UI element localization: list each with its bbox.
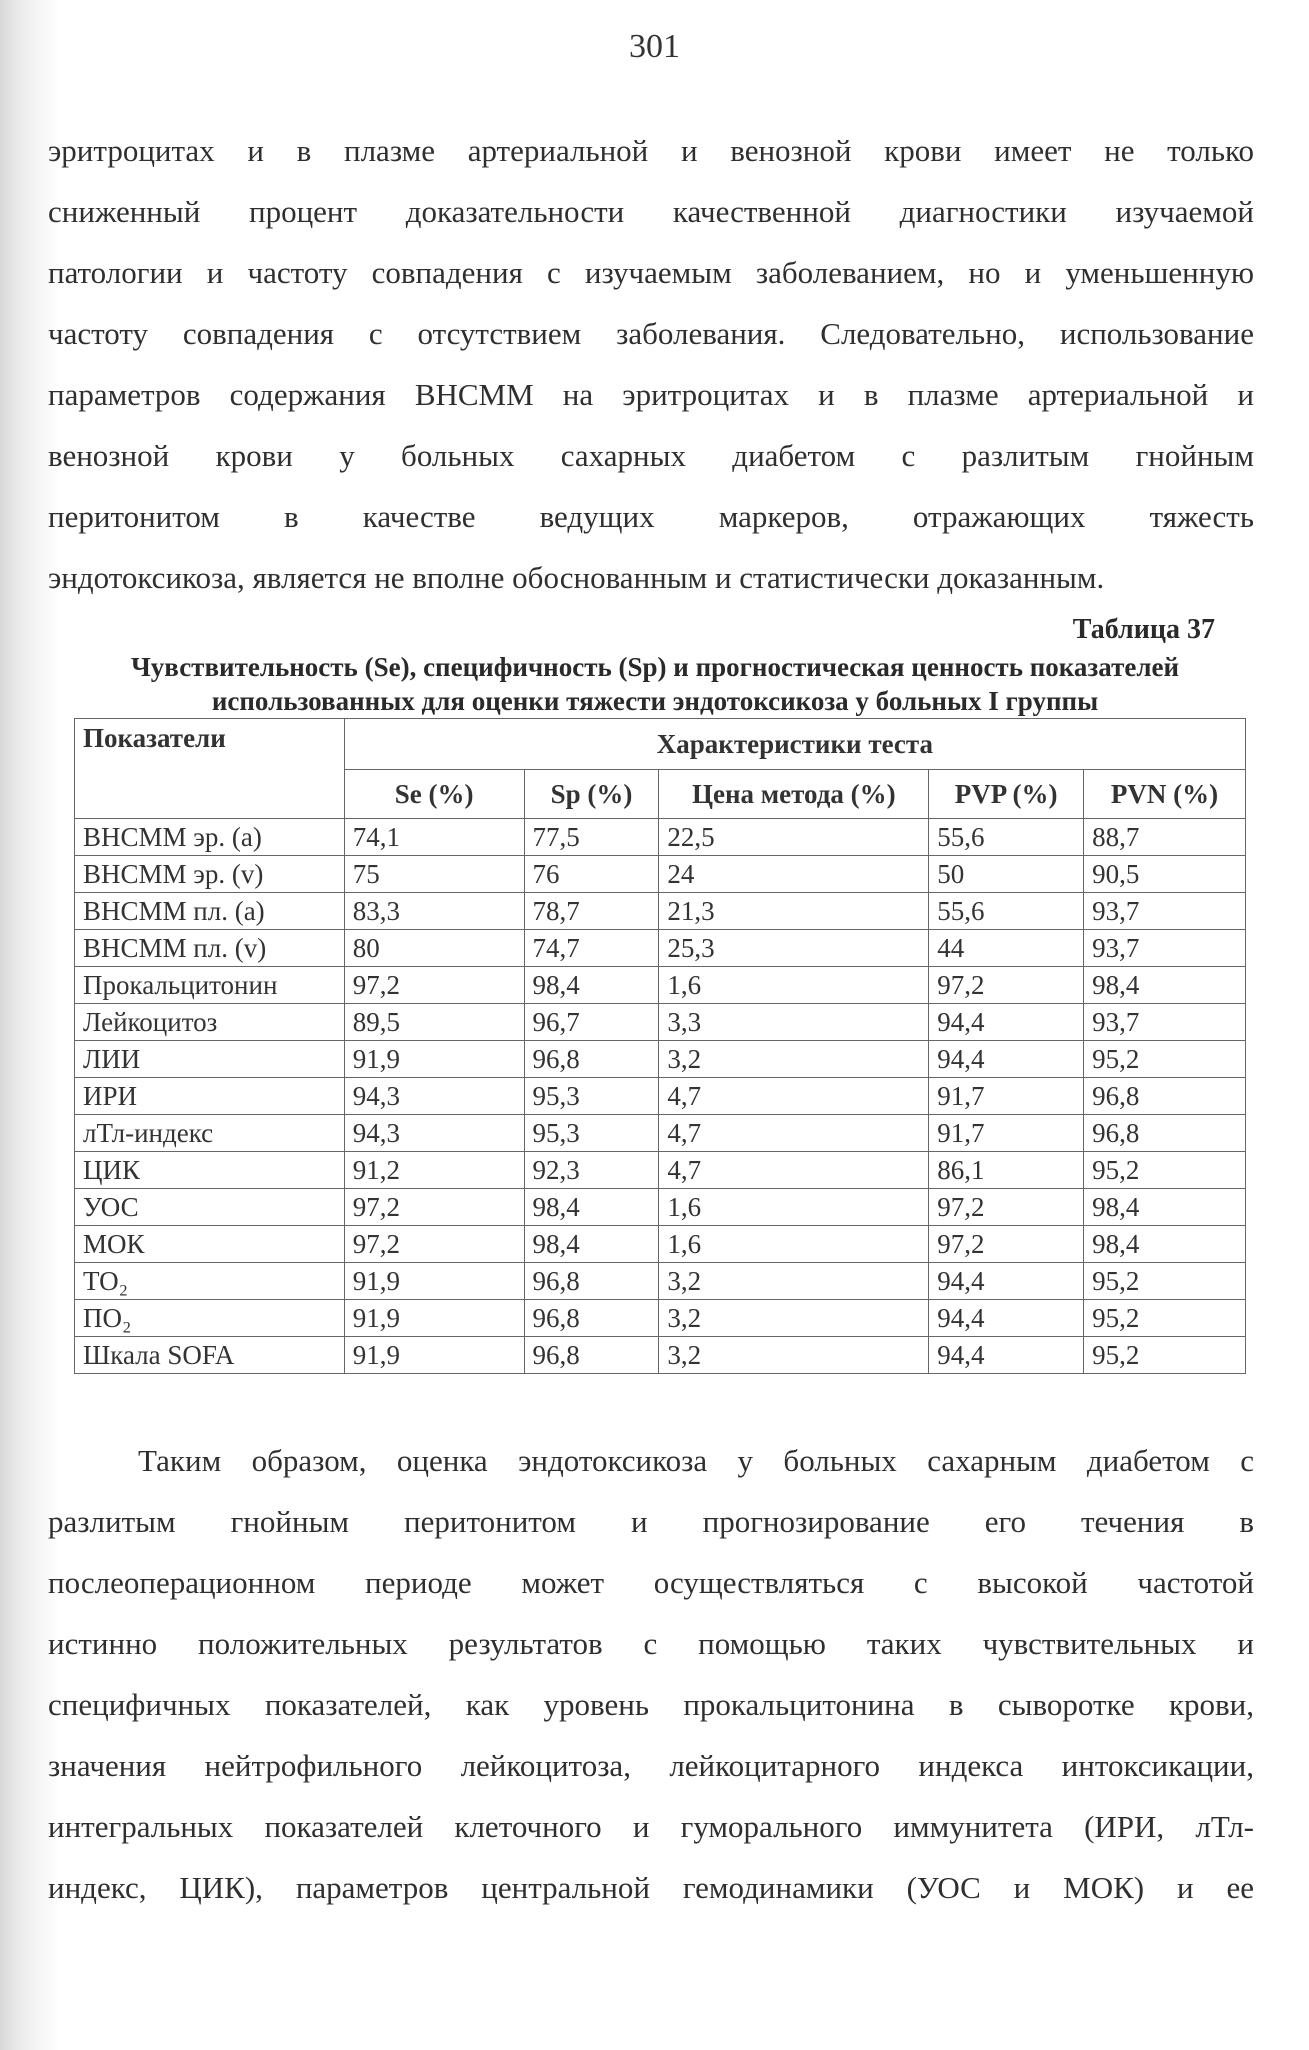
header-method-price: Цена метода (%)	[659, 770, 929, 819]
table-number: Таблица 37	[1072, 614, 1215, 645]
cell-pvn: 95,2	[1084, 1337, 1246, 1374]
table-caption-line: использованных для оценки тяжести эндотоксикоза у больных I группы	[211, 686, 1099, 716]
cell-indicator: ЦИК	[75, 1152, 345, 1189]
cell-pvn: 93,7	[1084, 893, 1246, 930]
cell-pvp: 94,4	[929, 1041, 1084, 1078]
cell-pvp: 97,2	[929, 967, 1084, 1004]
cell-se: 91,9	[344, 1041, 524, 1078]
table-row	[75, 1300, 1246, 1337]
text-line: параметров содержания ВНСММ на эритроцитах и в плазме артериальной и	[48, 377, 1254, 412]
text-line: Таким образом, оценка эндотоксикоза у больных сахарным диабетом с	[138, 1443, 1254, 1478]
cell-indicator: УОС	[75, 1189, 345, 1226]
text-line: индекс, ЦИК), параметров центральной гемодинамики (УОС и МОК) и ее	[48, 1870, 1254, 1905]
cell-se: 97,2	[344, 967, 524, 1004]
cell-indicator: ВНСММ эр. (v)	[75, 856, 345, 893]
table-row	[75, 1041, 1246, 1078]
header-indicator: Показатели	[75, 719, 345, 819]
cell-method-price: 1,6	[659, 1226, 929, 1263]
cell-pvn: 95,2	[1084, 1263, 1246, 1300]
cell-pvn: 93,7	[1084, 930, 1246, 967]
cell-pvp: 94,4	[929, 1337, 1084, 1374]
text-line: патологии и частоту совпадения с изучаемым заболеванием, но и уменьшенную	[48, 255, 1254, 290]
cell-se: 83,3	[344, 893, 524, 930]
table-row	[75, 1226, 1246, 1263]
text-line: частоту совпадения с отсутствием заболевания. Следовательно, использование	[48, 316, 1254, 351]
cell-sp: 92,3	[524, 1152, 659, 1189]
text-line: эндотоксикоза, является не вполне обоснованным и статистически доказанным.	[48, 560, 1105, 595]
cell-se: 91,9	[344, 1337, 524, 1374]
results-table	[74, 718, 1246, 1374]
page-number: 301	[629, 28, 680, 65]
cell-pvn: 95,2	[1084, 1152, 1246, 1189]
table-row	[75, 1004, 1246, 1041]
cell-se: 91,9	[344, 1300, 524, 1337]
cell-pvp: 94,4	[929, 1004, 1084, 1041]
cell-method-price: 3,2	[659, 1300, 929, 1337]
cell-sp: 96,8	[524, 1041, 659, 1078]
table-row	[75, 1263, 1246, 1300]
cell-method-price: 22,5	[659, 819, 929, 856]
cell-method-price: 3,2	[659, 1337, 929, 1374]
cell-indicator: лТл-индекс	[75, 1115, 345, 1152]
text-line: сниженный процент доказательности качественной диагностики изучаемой	[48, 194, 1254, 229]
cell-pvn: 95,2	[1084, 1300, 1246, 1337]
cell-indicator: ВНСММ эр. (а)	[75, 819, 345, 856]
cell-pvn: 90,5	[1084, 856, 1246, 893]
text-line: разлитым гнойным перитонитом и прогнозирование его течения в	[48, 1504, 1254, 1539]
cell-se: 89,5	[344, 1004, 524, 1041]
text-line: интегральных показателей клеточного и гуморального иммунитета (ИРИ, лТл-	[48, 1809, 1254, 1844]
cell-method-price: 1,6	[659, 1189, 929, 1226]
cell-sp: 98,4	[524, 967, 659, 1004]
cell-method-price: 4,7	[659, 1152, 929, 1189]
cell-indicator: ТО₂	[75, 1263, 345, 1300]
cell-pvp: 55,6	[929, 819, 1084, 856]
table-row	[75, 893, 1246, 930]
text-line: эритроцитах и в плазме артериальной и венозной крови имеет не только	[48, 133, 1254, 168]
table-row	[75, 1078, 1246, 1115]
cell-sp: 78,7	[524, 893, 659, 930]
cell-indicator: ВНСММ пл. (v)	[75, 930, 345, 967]
cell-indicator: ЛИИ	[75, 1041, 345, 1078]
cell-pvn: 98,4	[1084, 967, 1246, 1004]
cell-sp: 76	[524, 856, 659, 893]
cell-sp: 77,5	[524, 819, 659, 856]
cell-pvp: 55,6	[929, 893, 1084, 930]
cell-method-price: 25,3	[659, 930, 929, 967]
table-row	[75, 856, 1246, 893]
text-line: специфичных показателей, как уровень прокальцитонина в сыворотке крови,	[48, 1687, 1254, 1722]
table-caption	[40, 650, 1270, 718]
cell-method-price: 1,6	[659, 967, 929, 1004]
cell-method-price: 3,2	[659, 1263, 929, 1300]
header-sp: Sp (%)	[524, 770, 659, 819]
header-pvn: PVN (%)	[1084, 770, 1246, 819]
cell-se: 91,9	[344, 1263, 524, 1300]
cell-method-price: 3,2	[659, 1041, 929, 1078]
cell-indicator: Лейкоцитоз	[75, 1004, 345, 1041]
cell-method-price: 3,3	[659, 1004, 929, 1041]
header-se: Se (%)	[344, 770, 524, 819]
cell-sp: 96,8	[524, 1300, 659, 1337]
cell-pvp: 94,4	[929, 1300, 1084, 1337]
table-row	[75, 1337, 1246, 1374]
cell-se: 80	[344, 930, 524, 967]
cell-indicator: Шкала SOFA	[75, 1337, 345, 1374]
table-body	[75, 819, 1246, 1374]
cell-method-price: 21,3	[659, 893, 929, 930]
cell-pvn: 98,4	[1084, 1226, 1246, 1263]
cell-se: 91,2	[344, 1152, 524, 1189]
cell-method-price: 24	[659, 856, 929, 893]
cell-indicator: Прокальцитонин	[75, 967, 345, 1004]
cell-indicator: ИРИ	[75, 1078, 345, 1115]
table-row	[75, 967, 1246, 1004]
cell-sp: 96,8	[524, 1337, 659, 1374]
cell-sp: 96,8	[524, 1263, 659, 1300]
text-line: венозной крови у больных сахарных диабетом с разлитым гнойным	[48, 438, 1254, 473]
text-line: истинно положительных результатов с помощью таких чувствительных и	[48, 1626, 1254, 1661]
cell-pvp: 86,1	[929, 1152, 1084, 1189]
text-line: перитонитом в качестве ведущих маркеров, отражающих тяжесть	[48, 499, 1254, 534]
text-line: значения нейтрофильного лейкоцитоза, лейкоцитарного индекса интоксикации,	[48, 1748, 1254, 1783]
cell-pvp: 97,2	[929, 1226, 1084, 1263]
cell-pvp: 91,7	[929, 1078, 1084, 1115]
cell-se: 75	[344, 856, 524, 893]
cell-pvp: 94,4	[929, 1263, 1084, 1300]
cell-se: 94,3	[344, 1078, 524, 1115]
table-row	[75, 1115, 1246, 1152]
cell-method-price: 4,7	[659, 1115, 929, 1152]
cell-sp: 74,7	[524, 930, 659, 967]
cell-pvn: 98,4	[1084, 1189, 1246, 1226]
table-row	[75, 1152, 1246, 1189]
cell-se: 97,2	[344, 1189, 524, 1226]
paragraph-top	[48, 120, 1254, 608]
cell-pvn: 88,7	[1084, 819, 1246, 856]
table-row	[75, 930, 1246, 967]
table-caption-line: Чувствительность (Se), специфичность (Sp) и прогностическая ценность показателей	[130, 652, 1180, 682]
cell-se: 74,1	[344, 819, 524, 856]
cell-sp: 96,7	[524, 1004, 659, 1041]
paragraph-bottom	[48, 1430, 1254, 1918]
cell-pvn: 95,2	[1084, 1041, 1246, 1078]
header-test-characteristics: Характеристики теста	[344, 719, 1245, 770]
table-row	[75, 1189, 1246, 1226]
cell-se: 97,2	[344, 1226, 524, 1263]
cell-pvp: 97,2	[929, 1189, 1084, 1226]
cell-method-price: 4,7	[659, 1078, 929, 1115]
cell-pvn: 96,8	[1084, 1115, 1246, 1152]
table-row	[75, 819, 1246, 856]
cell-se: 94,3	[344, 1115, 524, 1152]
header-pvp: PVP (%)	[929, 770, 1084, 819]
cell-sp: 98,4	[524, 1189, 659, 1226]
cell-pvp: 44	[929, 930, 1084, 967]
cell-indicator: МОК	[75, 1226, 345, 1263]
cell-pvp: 50	[929, 856, 1084, 893]
text-line: послеоперационном периоде может осуществляться с высокой частотой	[48, 1565, 1254, 1600]
cell-sp: 95,3	[524, 1115, 659, 1152]
cell-indicator: ПО₂	[75, 1300, 345, 1337]
cell-indicator: ВНСММ пл. (а)	[75, 893, 345, 930]
cell-pvp: 91,7	[929, 1115, 1084, 1152]
cell-sp: 95,3	[524, 1078, 659, 1115]
cell-pvn: 93,7	[1084, 1004, 1246, 1041]
cell-sp: 98,4	[524, 1226, 659, 1263]
cell-pvn: 96,8	[1084, 1078, 1246, 1115]
